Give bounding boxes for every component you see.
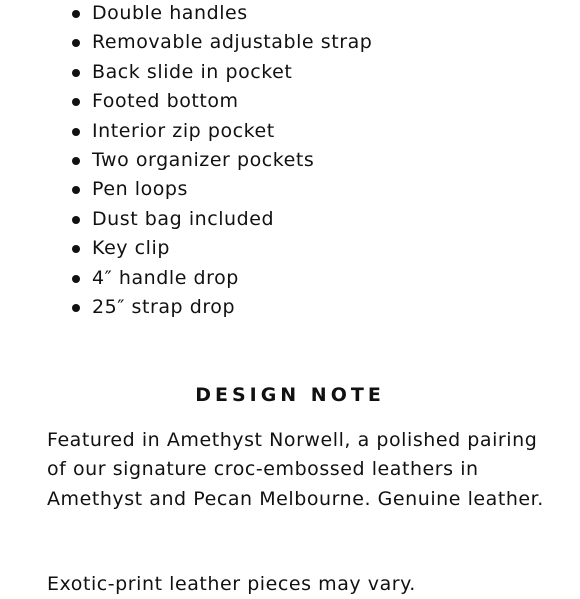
feature-text: Back slide in pocket <box>92 60 293 83</box>
list-item <box>0 293 580 322</box>
bullet-icon <box>72 275 80 283</box>
bullet-icon <box>72 39 80 47</box>
bullet-icon <box>72 128 80 136</box>
feature-text: Double handles <box>92 2 248 24</box>
design-note-body: Featured in Amethyst Norwell, a polished pairing of our signature croc-embossed leathers in Amethyst and Pecan Melbourne. Genuine leather. <box>47 429 544 510</box>
list-item <box>0 264 580 293</box>
list-item <box>0 0 580 28</box>
feature-text: Pen loops <box>92 178 188 201</box>
bullet-icon <box>72 186 80 194</box>
list-item <box>0 205 580 234</box>
feature-text: 25″ strap drop <box>92 295 236 318</box>
list-item <box>0 58 580 87</box>
feature-text: Dust bag included <box>92 207 275 230</box>
bullet-icon <box>72 98 80 106</box>
bullet-icon <box>72 157 80 165</box>
feature-text: Two organizer pockets <box>92 148 315 171</box>
feature-text: Key clip <box>92 237 170 260</box>
list-item <box>0 28 580 57</box>
list-item <box>0 175 580 204</box>
feature-text: 4″ handle drop <box>92 266 239 289</box>
design-note-heading: DESIGN NOTE <box>195 384 385 406</box>
list-item <box>0 234 580 263</box>
list-item <box>0 146 580 175</box>
feature-text: Interior zip pocket <box>92 119 275 142</box>
list-item <box>0 87 580 116</box>
feature-text: Footed bottom <box>92 90 239 113</box>
list-item <box>0 117 580 146</box>
bullet-icon <box>72 10 80 18</box>
bullet-icon <box>72 304 80 312</box>
design-note-next-line: Exotic-print leather pieces may vary. <box>47 573 416 595</box>
bullet-icon <box>72 245 80 253</box>
bullet-icon <box>72 216 80 224</box>
bullet-icon <box>72 69 80 77</box>
feature-text: Removable adjustable strap <box>92 31 373 54</box>
